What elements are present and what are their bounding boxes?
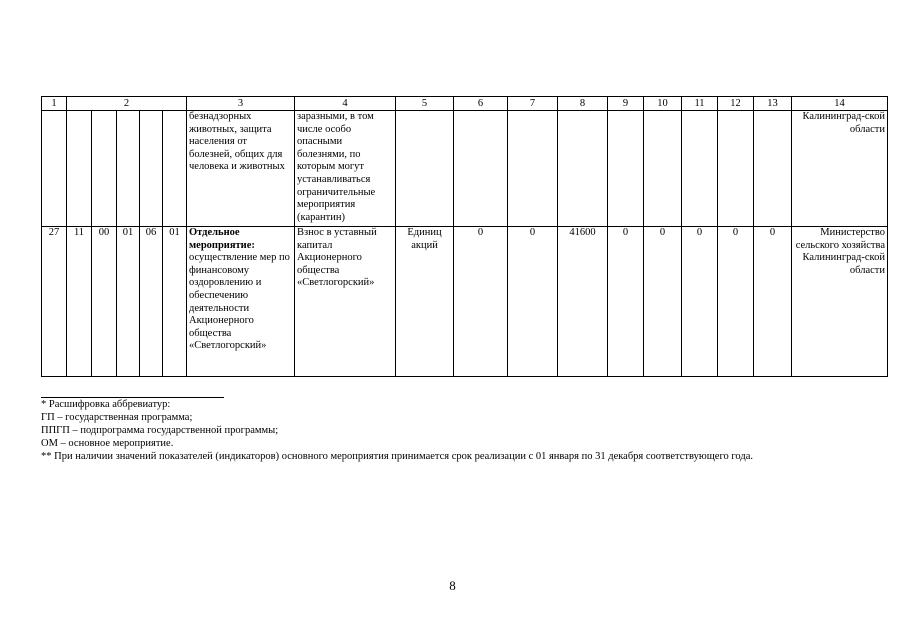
table-cell [754, 111, 792, 227]
table-cell [608, 111, 644, 227]
value-cell: 0 [754, 227, 792, 377]
table-cell [67, 111, 92, 227]
header-cell: 14 [792, 97, 888, 111]
value-cell: 0 [682, 227, 718, 377]
table-row [42, 111, 888, 227]
row-number-cell: 27 [42, 227, 67, 377]
code-cell: 01 [117, 227, 140, 377]
footnote-line: ППГП – подпрограмма государственной программы; [41, 425, 279, 436]
table-cell [682, 111, 718, 227]
table-cell [558, 111, 608, 227]
footnote-line: ** При наличии значений показателей (индикаторов) основного мероприятия принимается срок реализации с 01 января по 31 декабря соответствующего года. [41, 451, 753, 462]
executor-cell: Министерство сельского хозяйства Калининград-ской области [792, 227, 888, 377]
measure-name-cell [187, 227, 295, 377]
header-cell: 9 [608, 97, 644, 111]
footnote-line: ГП – государственная программа; [41, 412, 193, 423]
header-cell: 7 [508, 97, 558, 111]
footnote-line: * Расшифровка аббревиатур: [41, 399, 171, 410]
header-cell: 1 [42, 97, 67, 111]
header-cell: 5 [396, 97, 454, 111]
table-header-row [42, 97, 888, 111]
header-cell: 4 [295, 97, 396, 111]
code-cell: 01 [163, 227, 187, 377]
header-cell: 10 [644, 97, 682, 111]
table-cell [42, 111, 67, 227]
indicator-cell: заразными, в том числе особо опасными болезнями, по которым могут устанавливаться ограничительные мероприятия (карантин) [295, 111, 396, 227]
header-cell: 12 [718, 97, 754, 111]
value-cell: 41600 [558, 227, 608, 377]
indicator-cell: Взнос в уставный капитал Акционерного общества «Светлогорский» [295, 227, 396, 377]
header-cell: 8 [558, 97, 608, 111]
measure-name-cell: безнадзорных животных, защита населения от болезней, общих для человека и животных [187, 111, 295, 227]
table-cell [454, 111, 508, 227]
header-cell: 13 [754, 97, 792, 111]
header-cell: 6 [454, 97, 508, 111]
header-cell: 3 [187, 97, 295, 111]
measure-name-text: осуществление мер по финансовому оздоровлению и обеспечению деятельности Акционерного общества «Светлогорский» [189, 252, 290, 352]
footnotes [41, 397, 881, 463]
value-cell: 0 [718, 227, 754, 377]
value-cell: 0 [454, 227, 508, 377]
unit-cell: Единиц акций [396, 227, 454, 377]
table-row [42, 227, 888, 377]
code-cell: 11 [67, 227, 92, 377]
code-cell: 06 [140, 227, 163, 377]
value-cell: 0 [508, 227, 558, 377]
table-cell [92, 111, 117, 227]
value-cell: 0 [644, 227, 682, 377]
measure-name-bold: Отдельное мероприятие: [189, 227, 255, 251]
table-cell [718, 111, 754, 227]
value-cell: 0 [608, 227, 644, 377]
table-cell [117, 111, 140, 227]
code-cell: 00 [92, 227, 117, 377]
table-cell [644, 111, 682, 227]
footnote-line: ОМ – основное мероприятие. [41, 438, 174, 449]
header-cell: 2 [67, 97, 187, 111]
table-cell [163, 111, 187, 227]
page-number: 8 [449, 578, 456, 593]
program-table [41, 96, 888, 377]
table-cell [140, 111, 163, 227]
header-cell: 11 [682, 97, 718, 111]
table-cell [508, 111, 558, 227]
executor-cell: Калининград-ской области [792, 111, 888, 227]
table-cell [396, 111, 454, 227]
